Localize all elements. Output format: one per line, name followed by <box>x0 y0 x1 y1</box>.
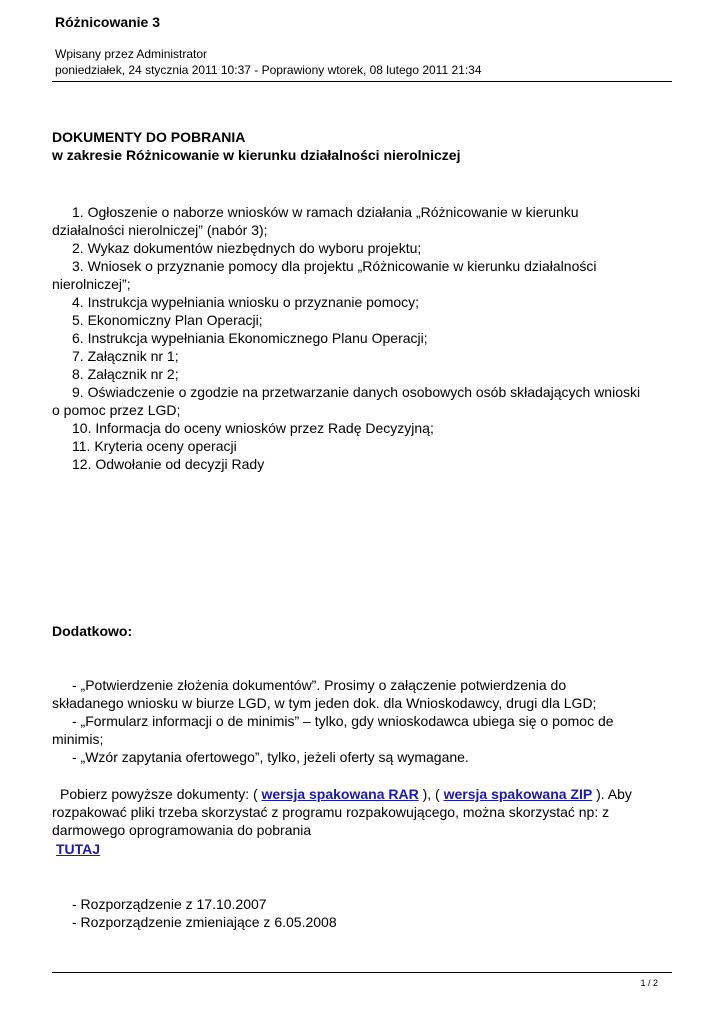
list-item: - „Potwierdzenie złożenia dokumentów”. Prosimy o załączenie potwierdzenia do <box>72 677 567 693</box>
list-item: o pomoc przez LGD; <box>52 402 181 418</box>
list-item: 12. Odwołanie od decyzji Rady <box>72 456 265 472</box>
list-item: 3. Wniosek o przyznanie pomocy dla projektu „Różnicowanie w kierunku działalności <box>72 258 597 274</box>
list-item: - Rozporządzenie zmieniające z 6.05.2008 <box>72 914 337 930</box>
dodatkowo-heading: Dodatkowo: <box>52 623 133 639</box>
rar-download-link[interactable]: wersja spakowana RAR <box>261 786 419 802</box>
download-line-3: darmowego oprogramowania do pobrania <box>52 822 312 838</box>
header-divider <box>52 81 672 82</box>
list-item: 2. Wykaz dokumentów niezbędnych do wyboru projektu; <box>72 240 422 256</box>
list-item: nierolniczej”; <box>52 276 131 292</box>
list-item: działalności nierolniczej” (nabór 3); <box>52 222 268 238</box>
page-number: 1 / 2 <box>640 978 658 988</box>
list-item: składanego wniosku w biurze LGD, w tym jeden dok. dla Wnioskodawcy, drugi dla LGD; <box>52 695 597 711</box>
page-title: Różnicowanie 3 <box>55 14 161 30</box>
list-item: 7. Załącznik nr 1; <box>72 348 179 364</box>
list-item: 5. Ekonomiczny Plan Operacji; <box>72 312 263 328</box>
list-item: minimis; <box>52 731 104 747</box>
download-line-2: rozpakować pliki trzeba skorzystać z programu rozpakowującego, można skorzystać np: z <box>52 804 610 820</box>
section-heading: DOKUMENTY DO POBRANIA <box>52 129 246 145</box>
list-item: 1. Ogłoszenie o naborze wniosków w ramach działania „Różnicowanie w kierunku <box>72 204 579 220</box>
section-subheading: w zakresie Różnicowanie w kierunku działalności nierolniczej <box>52 147 461 163</box>
list-item: 11. Kryteria oceny operacji <box>72 438 237 454</box>
list-item: 9. Oświadczenie o zgodzie na przetwarzanie danych osobowych osób składających wnioski <box>72 384 641 400</box>
author-line: Wpisany przez Administrator <box>55 47 208 61</box>
download-suffix: ). Aby <box>592 786 632 802</box>
download-prefix: Pobierz powyższe dokumenty: ( <box>60 786 262 802</box>
date-line: poniedziałek, 24 stycznia 2011 10:37 - Poprawiony wtorek, 08 lutego 2011 21:34 <box>55 63 482 77</box>
zip-download-link[interactable]: wersja spakowana ZIP <box>443 786 593 802</box>
list-item: - „Formularz informacji o de minimis” – tylko, gdy wnioskodawca ubiega się o pomoc de <box>72 713 614 729</box>
footer-divider <box>52 972 672 973</box>
tutaj-link[interactable]: TUTAJ <box>56 841 101 857</box>
list-item: 10. Informacja do oceny wniosków przez Radę Decyzyjną; <box>72 420 434 436</box>
list-item: - „Wzór zapytania ofertowego”, tylko, jeżeli oferty są wymagane. <box>72 749 469 765</box>
list-item: - Rozporządzenie z 17.10.2007 <box>72 896 267 912</box>
list-item: 4. Instrukcja wypełniania wniosku o przyznanie pomocy; <box>72 294 420 310</box>
download-middle: ), ( <box>418 786 444 802</box>
tutaj-line <box>56 840 100 858</box>
list-item: 6. Instrukcja wypełniania Ekonomicznego Planu Operacji; <box>72 330 428 346</box>
list-item: 8. Załącznik nr 2; <box>72 366 179 382</box>
download-line <box>60 785 632 803</box>
